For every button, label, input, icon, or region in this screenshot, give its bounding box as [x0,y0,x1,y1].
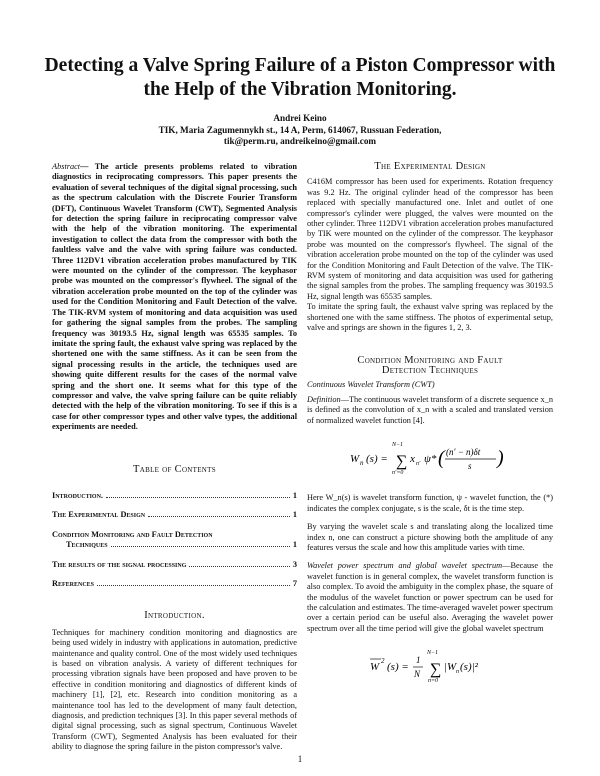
toc-heading: Table of Contents [133,463,216,475]
svg-text:N−1: N−1 [392,441,404,448]
page-number: 1 [297,754,303,764]
toc-entry-experimental-design[interactable]: The Experimental Design 1 [52,510,297,520]
svg-text:(s)|²: (s)|² [460,661,478,674]
svg-text:(: ( [438,446,445,469]
equation-cwt [307,438,553,481]
cwt-symbols-explanation: Here W_n(s) is wavelet transform function, ψ - wavelet function, the (*) indicates the complex conjugate, s is the scale, δt is the time step. [307,493,553,513]
equation-global-svg [370,646,490,686]
toc-entry-condition-monitoring[interactable]: Condition Monitoring and Fault Detection Techniques 1 [52,529,297,550]
svg-text:n: n [360,458,364,467]
intro-heading: Introduction. [144,610,205,622]
intro-text: Techniques for machinery condition monitoring and diagnostics are being used widely in industry with applications in automation, predictive maintenance and quality control. One of the most widely used techniques is based on vibration analysis. A variety of different techniques for processing vibration signals have been proposed and have proven to be effective in condition monitoring and diagnostics of different kinds of machinery [1], [2], etc. Research into condition monitoring as a maintenance tool has led to the development of many fault detection, diagnosis, and prediction techniques [3]. In this paper several methods of digital signal processing, such as signal spectrum, Continuous Wavelet Transform (CWT), Segmented Analysis has been evaluated for their ability to diagnose the spring failure in the piston compressor's valve. [52,627,297,752]
author-name: Andrei Keino [273,113,327,123]
cwt-subheading: Continuous Wavelet Transform (CWT) [307,380,435,390]
svg-text:n′: n′ [416,460,421,467]
author-emails: tik@perm.ru, andreikeino@gmail.com [223,136,377,146]
left-column [52,162,297,753]
svg-text:N−1: N−1 [427,650,439,657]
abstract-lead: Abstract [52,162,81,171]
toc-entry-introduction[interactable]: Introduction. 1 [52,490,297,500]
svg-text:1: 1 [416,655,421,666]
svg-text:s: s [468,460,472,471]
abstract [52,162,297,433]
cwt-scale-paragraph: By varying the wavelet scale s and translating along the localized time index n, one can construct a picture showing both the amplitude of any features versus the scale and how this amplitude varies with time. [307,522,553,552]
svg-text:∑: ∑ [396,452,408,470]
condition-heading: Condition Monitoring and Fault Detection Techniques [357,354,503,376]
svg-text:W: W [370,661,380,674]
svg-text:W: W [350,452,360,465]
paper-title: Detecting a Valve Spring Failure of a Piston Compressor with the Help of the Vibration Monitoring. [44,55,556,100]
equation-cwt-svg [350,438,510,478]
toc-entry-results[interactable]: The results of the signal processing 3 [52,559,297,569]
svg-text:n: n [456,669,459,676]
right-column [307,162,553,702]
svg-text:∑: ∑ [430,661,442,679]
cwt-definition: Definition—The continuous wavelet transform of a discrete sequence x_n is defined as the convolution of x_n with a scaled and translated version of normalized wavelet function [4]. [307,394,553,425]
svg-text:(n′ − n)δt: (n′ − n)δt [446,446,481,457]
abstract-text: — The article presents problems related to vibration diagnostics in reciprocating compressors. This paper presents the evaluation of several techniques of the digital signal processing, such as the spectrum calculation with the Discrete Fourier Transform (DFT), Continuous Wavelet Transform (CWT), Segmented Analysis for detection the spring failure in reciprocating compressor valve with the help of the vibration monitoring. The experimental investigation to collect the data from the compressor with both the faultless valve and the valve with spring failure was conducted. Three 112DV1 vibration acceleration probes manufactured by TIK were mounted on the cylinder of the compressor. The keyphasor probe was mounted on the compressor's flywheel. The signal of the vibration acceleration probe mounted on the top of the cylinder was used for the Condition Monitoring and Fault Detection of the valve. The TIK-RVM system of monitoring and data acquisition was used for gathering the signal samples from the probes. The sampling frequency was 30193.5 Hz, signal length was 65535 samples. To imitate the spring fault, the exhaust valve spring was replaced by the shortened one with the same stiffness. As it can be seen from the signal processing results in the article, the techniques used are showing quite different results for the cases of the normal valve spring and the short one. It seems what for this type of the compressor and valve, the valve spring failure can be quite reliably detected with the help of the vibration monitoring. To see if this is a case for other compressor types and other valve types, the additional experiments are needed. [52,162,297,432]
toc-entry-references[interactable]: References 7 [52,579,297,588]
svg-text:N: N [414,669,421,680]
author-affiliation: TIK, Maria Zagumennykh st., 14 A, Perm, 614067, Russuan Federation, [158,124,442,135]
experimental-paragraph-1: C416M compressor has been used for experiments. Rotation frequency was 9.2 Hz. The original cylinder head of the compressor has been replaced with specially manufactured one. Inlet and outlet of one compressor's cylinder were plugged, the valves were mounted on the other cylinder. Three 112DV1 vibration acceleration probes manufactured by TIK were mounted on the cylinder of the compressor. The keyphasor probe was mounted on the compressor's flywheel. The signal of the vibration acceleration probe mounted on the top of the cylinder was used for the Condition Monitoring and Fault Detection of the valve. The TIK-RVM system of monitoring and data acquisition was used for gathering the signal samples from the probes. The sampling frequency was 30193.5 Hz, signal length was 65535 samples. [307,177,553,301]
table-of-contents [52,491,297,589]
svg-text:x: x [410,452,415,465]
wavelet-power-paragraph: Wavelet power spectrum and global wavelet spectrum—Because the wavelet function is in general complex, the wavelet transform function is also complex. To avoid the ambiguity in the complex phase, the square of the modulus of the wavelet function or power spectrum can be used for the calculation and estimates. The time-averaged wavelet power spectrum over a certain period can be useful also. Averaging the wavelet power spectrum over all the time period will give the global wavelet spectrum [307,561,554,633]
author-block [40,113,560,148]
experimental-heading: The Experimental Design [374,161,486,172]
experimental-paragraph-2: To imitate the spring fault, the exhaust valve spring was replaced by the shortened one with the same stiffness. The photos of experimental setup, valve and springs are shown in the figures 1, 2, 3. [307,302,553,333]
svg-text:(s) =: (s) = [366,452,388,465]
svg-text:|W: |W [444,661,457,674]
equation-global-spectrum [307,646,553,689]
svg-text:): ) [497,446,504,469]
svg-text:n=0: n=0 [428,678,439,685]
svg-text:(s) =: (s) = [387,661,409,674]
svg-text:n′=0: n′=0 [392,469,404,476]
svg-text:ψ*: ψ* [424,452,437,465]
svg-text:2: 2 [381,657,385,666]
